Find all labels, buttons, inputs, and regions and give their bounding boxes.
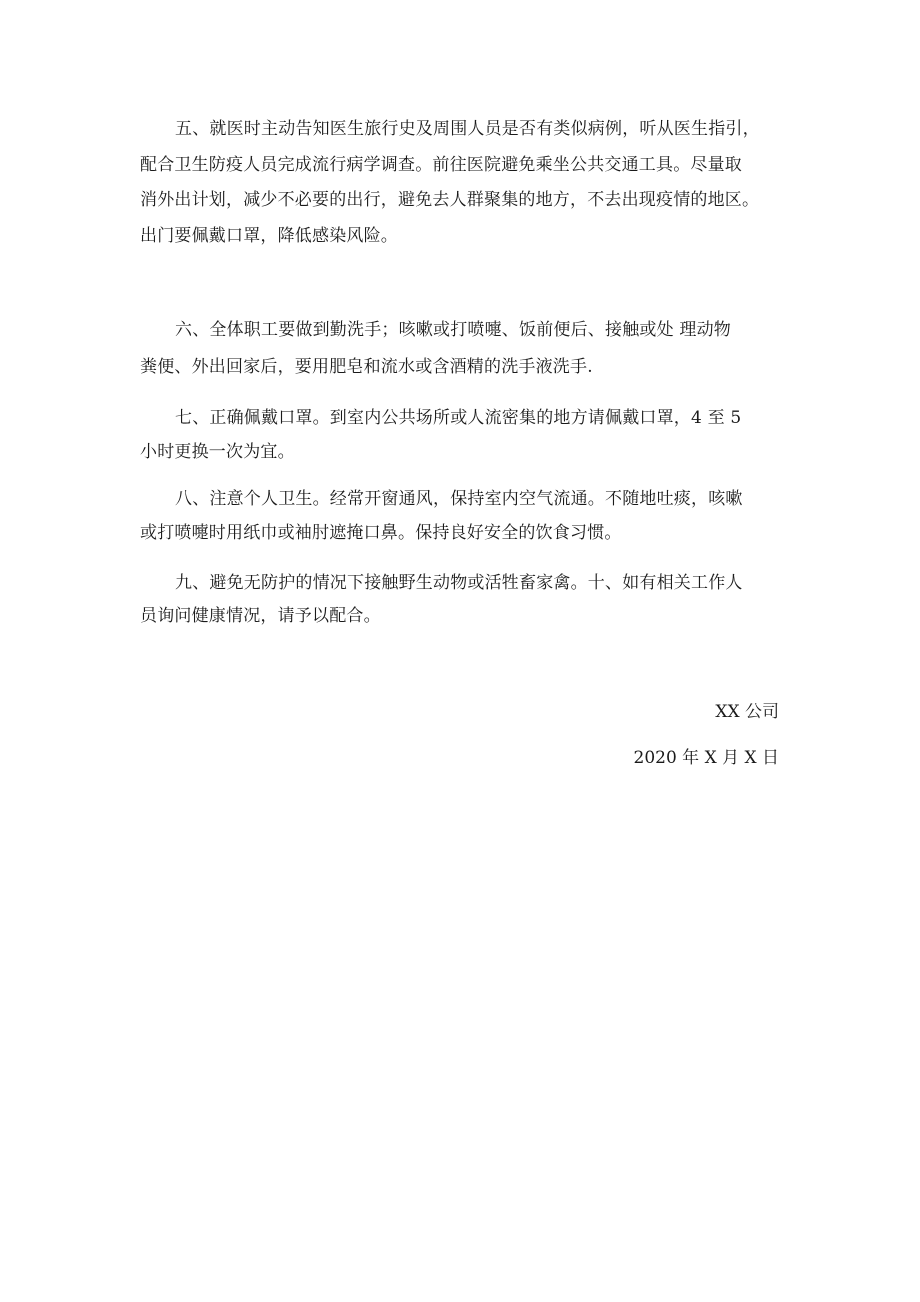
paragraph-line: 五、就医时主动告知医生旅行史及周围人员是否有类似病例，听从医生指引，: [175, 119, 760, 139]
paragraph-line: 员询问健康情况，请予以配合。: [140, 606, 381, 626]
paragraph-line: 或打喷嚏时用纸巾或袖肘遮掩口鼻。保持良好安全的饮食习惯。: [140, 523, 622, 543]
paragraph-line: 六、全体职工要做到勤洗手；咳嗽或打喷嚏、饭前便后、接触或处 理动物: [175, 320, 732, 340]
paragraph-line: 小时更换一次为宜。: [140, 442, 295, 462]
paragraph-line: 消外出计划，减少不必要的出行，避免去人群聚集的地方，不去出现疫情的地区。: [140, 190, 760, 210]
paragraph-line: 粪便、外出回家后，要用肥皂和流水或含酒精的洗手液洗手.: [140, 357, 593, 377]
paragraph-line: 配合卫生防疫人员完成流行病学调查。前往医院避免乘坐公共交通工具。尽量取: [140, 155, 742, 175]
paragraph-line: 八、注意个人卫生。经常开窗通风，保持室内空气流通。不随地吐痰，咳嗽: [175, 489, 743, 509]
paragraph-line: 九、避免无防护的情况下接触野生动物或活牲畜家禽。十、如有相关工作人: [175, 573, 743, 593]
paragraph-line: 七、正确佩戴口罩。到室内公共场所或人流密集的地方请佩戴口罩，4 至 5: [175, 408, 742, 428]
paragraph-line: 出门要佩戴口罩，降低感染风险。: [140, 226, 398, 246]
signature-company: XX 公司: [715, 702, 779, 722]
signature-date: 2020 年 X 月 X 日: [633, 748, 779, 768]
